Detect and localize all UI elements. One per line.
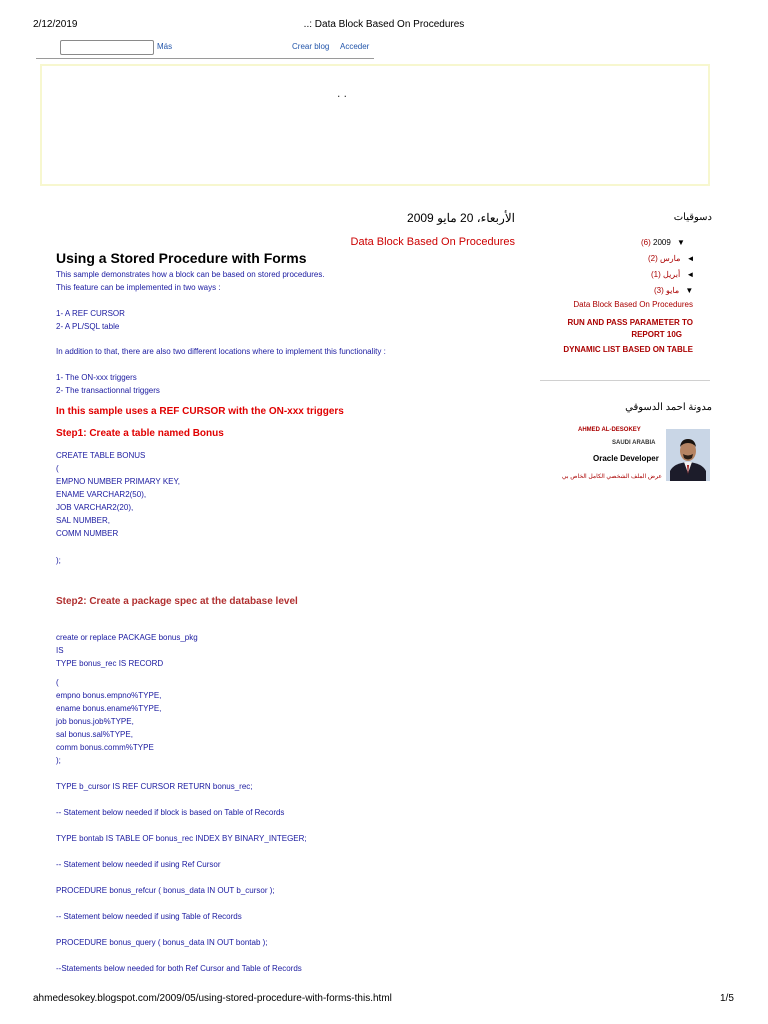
code-line: EMPNO NUMBER PRIMARY KEY,: [56, 477, 181, 486]
post-title: Using a Stored Procedure with Forms: [56, 250, 307, 266]
locations-item: 1- The ON-xxx triggers: [56, 373, 137, 382]
code-line: (: [56, 464, 59, 473]
print-url: ahmedesokey.blogspot.com/2009/05/using-stored-procedure-with-forms-this.html: [33, 993, 392, 1004]
ways-item: 1- A REF CURSOR: [56, 309, 125, 318]
code-line: (: [56, 678, 59, 687]
ways-item: 2- A PL/SQL table: [56, 322, 120, 331]
code-line: create or replace PACKAGE bonus_pkg: [56, 633, 198, 642]
code-line: PROCEDURE bonus_refcur ( bonus_data IN OUT b_cursor );: [56, 886, 275, 895]
archive-post-link[interactable]: Data Block Based On Procedures: [573, 300, 693, 309]
archive-month-label: أبريل: [663, 270, 681, 279]
collapsed-triangle-icon[interactable]: ◄: [686, 254, 695, 263]
code-line: PROCEDURE bonus_query ( bonus_data IN OUT bontab );: [56, 938, 268, 947]
intro-line: This sample demonstrates how a block can be based on stored procedures.: [56, 270, 325, 279]
code-line: COMM NUMBER: [56, 529, 119, 538]
archive-year[interactable]: [641, 238, 685, 247]
code-line: SAL NUMBER,: [56, 516, 110, 525]
print-title: ..: Data Block Based On Procedures: [303, 19, 465, 30]
avatar[interactable]: [666, 429, 710, 481]
archive-year-count: (6): [641, 238, 651, 247]
post-date: الأربعاء، 20 مايو 2009: [407, 211, 515, 225]
archive-post-link[interactable]: REPORT 10G: [631, 330, 682, 339]
archive-month-march[interactable]: [648, 254, 695, 263]
blog-header: [40, 64, 710, 186]
expanded-triangle-icon[interactable]: ▼: [677, 238, 685, 247]
search-input[interactable]: [60, 40, 154, 55]
code-line: ename bonus.ename%TYPE,: [56, 704, 162, 713]
step1-heading: Step1: Create a table named Bonus: [56, 428, 224, 439]
sample-heading: In this sample uses a REF CURSOR with the ON-xxx triggers: [56, 406, 344, 417]
profile-title: مدونة احمد الدسوقي: [625, 402, 712, 413]
profile-name-link[interactable]: AHMED AL-DESOKEY: [578, 427, 641, 433]
code-line: TYPE b_cursor IS REF CURSOR RETURN bonus_rec;: [56, 782, 253, 791]
code-comment: --Statements below needed for both Ref Cursor and Table of Records: [56, 964, 302, 973]
code-line: TYPE bonus_rec IS RECORD: [56, 659, 164, 668]
print-page-number: 1/5: [720, 993, 734, 1004]
sign-in-link[interactable]: Acceder: [340, 42, 370, 51]
code-line: CREATE TABLE BONUS: [56, 451, 146, 460]
locations-item: 2- The transactionnal triggers: [56, 386, 160, 395]
code-comment: -- Statement below needed if block is based on Table of Records: [56, 808, 285, 817]
archive-month-label: مايو: [666, 286, 680, 295]
navbar-divider: [36, 58, 374, 59]
profile-job: Oracle Developer: [593, 454, 659, 463]
sidebar-divider: [540, 380, 710, 381]
code-line: sal bonus.sal%TYPE,: [56, 730, 133, 739]
archive-month-count: (1): [651, 270, 661, 279]
expanded-triangle-icon[interactable]: ▼: [685, 286, 694, 295]
intro-line: This feature can be implemented in two ways :: [56, 283, 221, 292]
step2-heading: Step2: Create a package spec at the database level: [56, 596, 298, 607]
archive-title: دسوقيات: [673, 212, 712, 223]
view-profile-link[interactable]: عرض الملف الشخصي الكامل الخاص بي: [561, 474, 662, 480]
locations-intro: In addition to that, there are also two different locations where to implement this functionality :: [56, 347, 386, 356]
code-line: empno bonus.empno%TYPE,: [56, 691, 162, 700]
code-line: comm bonus.comm%TYPE: [56, 743, 154, 752]
code-line: );: [56, 556, 61, 565]
mas-link[interactable]: Más: [157, 42, 173, 51]
profile-location: SAUDI ARABIA: [612, 440, 656, 446]
collapsed-triangle-icon[interactable]: ◄: [686, 270, 695, 279]
archive-month-label: مارس: [660, 254, 681, 263]
archive-month-count: (2): [648, 254, 658, 263]
archive-post-link[interactable]: DYNAMIC LIST BASED ON TABLE: [563, 345, 693, 354]
header-dots: . .: [337, 86, 348, 100]
code-line: job bonus.job%TYPE,: [56, 717, 134, 726]
print-date: 2/12/2019: [33, 19, 78, 30]
archive-post-link[interactable]: RUN AND PASS PARAMETER TO: [567, 318, 693, 327]
archive-month-april[interactable]: [651, 270, 694, 279]
code-line: TYPE bontab IS TABLE OF bonus_rec INDEX BY BINARY_INTEGER;: [56, 834, 307, 843]
post-category-link[interactable]: Data Block Based On Procedures: [350, 236, 515, 248]
code-comment: -- Statement below needed if using Ref Cursor: [56, 860, 221, 869]
create-blog-link[interactable]: Crear blog: [292, 42, 330, 51]
code-line: JOB VARCHAR2(20),: [56, 503, 134, 512]
code-line: );: [56, 756, 61, 765]
code-comment: -- Statement below needed if using Table of Records: [56, 912, 242, 921]
code-line: ENAME VARCHAR2(50),: [56, 490, 147, 499]
archive-month-count: (3): [654, 286, 664, 295]
archive-month-may[interactable]: [654, 286, 693, 295]
code-line: IS: [56, 646, 64, 655]
avatar-photo-icon: [666, 429, 710, 481]
archive-year-label: 2009: [653, 238, 671, 247]
